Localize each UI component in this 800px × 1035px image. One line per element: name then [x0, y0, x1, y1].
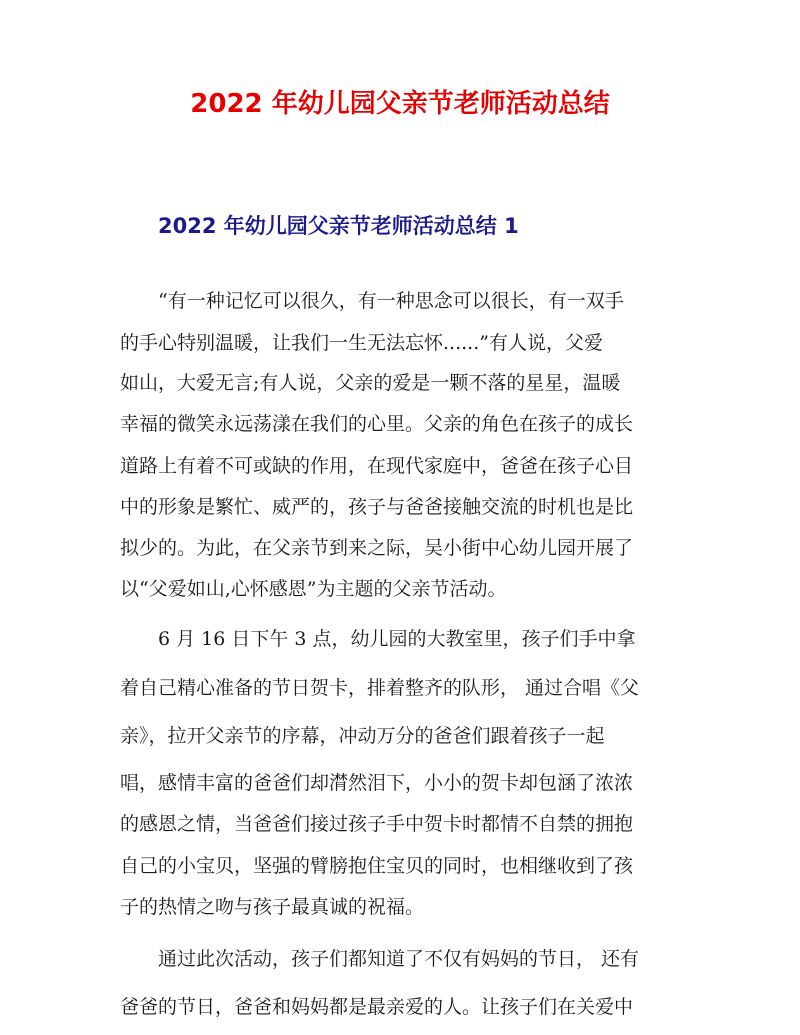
body-line: 的手心特别温暖，让我们一生无法忘怀......”有人说，父爱: [120, 332, 603, 354]
document-title: 2022 年幼儿园父亲节老师活动总结: [190, 89, 610, 119]
body-line: 亲》，拉开父亲节的序幕，冲动万分的爸爸们跟着孩子一起: [120, 725, 605, 747]
body-line: 道路上有着不可或缺的作用，在现代家庭中，爸爸在孩子心目: [120, 455, 634, 477]
body-line: 自己的小宝贝，坚强的臂膀抱住宝贝的同时，也相继收到了孩: [120, 855, 634, 877]
body-line: 以“父爱如山,心怀感恩”为主题的父亲节活动。: [120, 578, 507, 600]
body-line: 唱，感情丰富的爸爸们却潸然泪下，小小的贺卡却包涵了浓浓: [120, 772, 634, 794]
body-line: 幸福的微笑永远荡漾在我们的心里。父亲的角色在孩子的成长: [120, 413, 634, 435]
body-line: 拟少的。为此，在父亲节到来之际，吴小街中心幼儿园开展了: [120, 537, 634, 559]
section-heading: 2022 年幼儿园父亲节老师活动总结 1: [158, 214, 519, 238]
body-line: 的感恩之情，当爸爸们接过孩子手中贺卡时都情不自禁的拥抱: [120, 813, 634, 835]
body-line: 中的形象是繁忙、威严的，孩子与爸爸接触交流的时机也是比: [120, 496, 634, 518]
body-line: 如山，大爱无言;有人说，父亲的爱是一颗不落的星星，温暖: [120, 372, 621, 394]
body-line: 爸爸的节日，爸爸和妈妈都是最亲爱的人。让孩子们在关爱中: [120, 996, 634, 1018]
body-line: 6 月 16 日下午 3 点，幼儿园的大教室里，孩子们手中拿: [120, 628, 636, 650]
body-line: “有一种记忆可以很久，有一种思念可以很长，有一双手: [120, 290, 624, 312]
body-line: 着自己精心准备的节日贺卡，排着整齐的队形， 通过合唱《父: [120, 677, 640, 699]
body-line: 通过此次活动，孩子们都知道了不仅有妈妈的节日， 还有: [120, 948, 640, 970]
body-line: 子的热情之吻与孩子最真诚的祝福。: [120, 896, 425, 918]
